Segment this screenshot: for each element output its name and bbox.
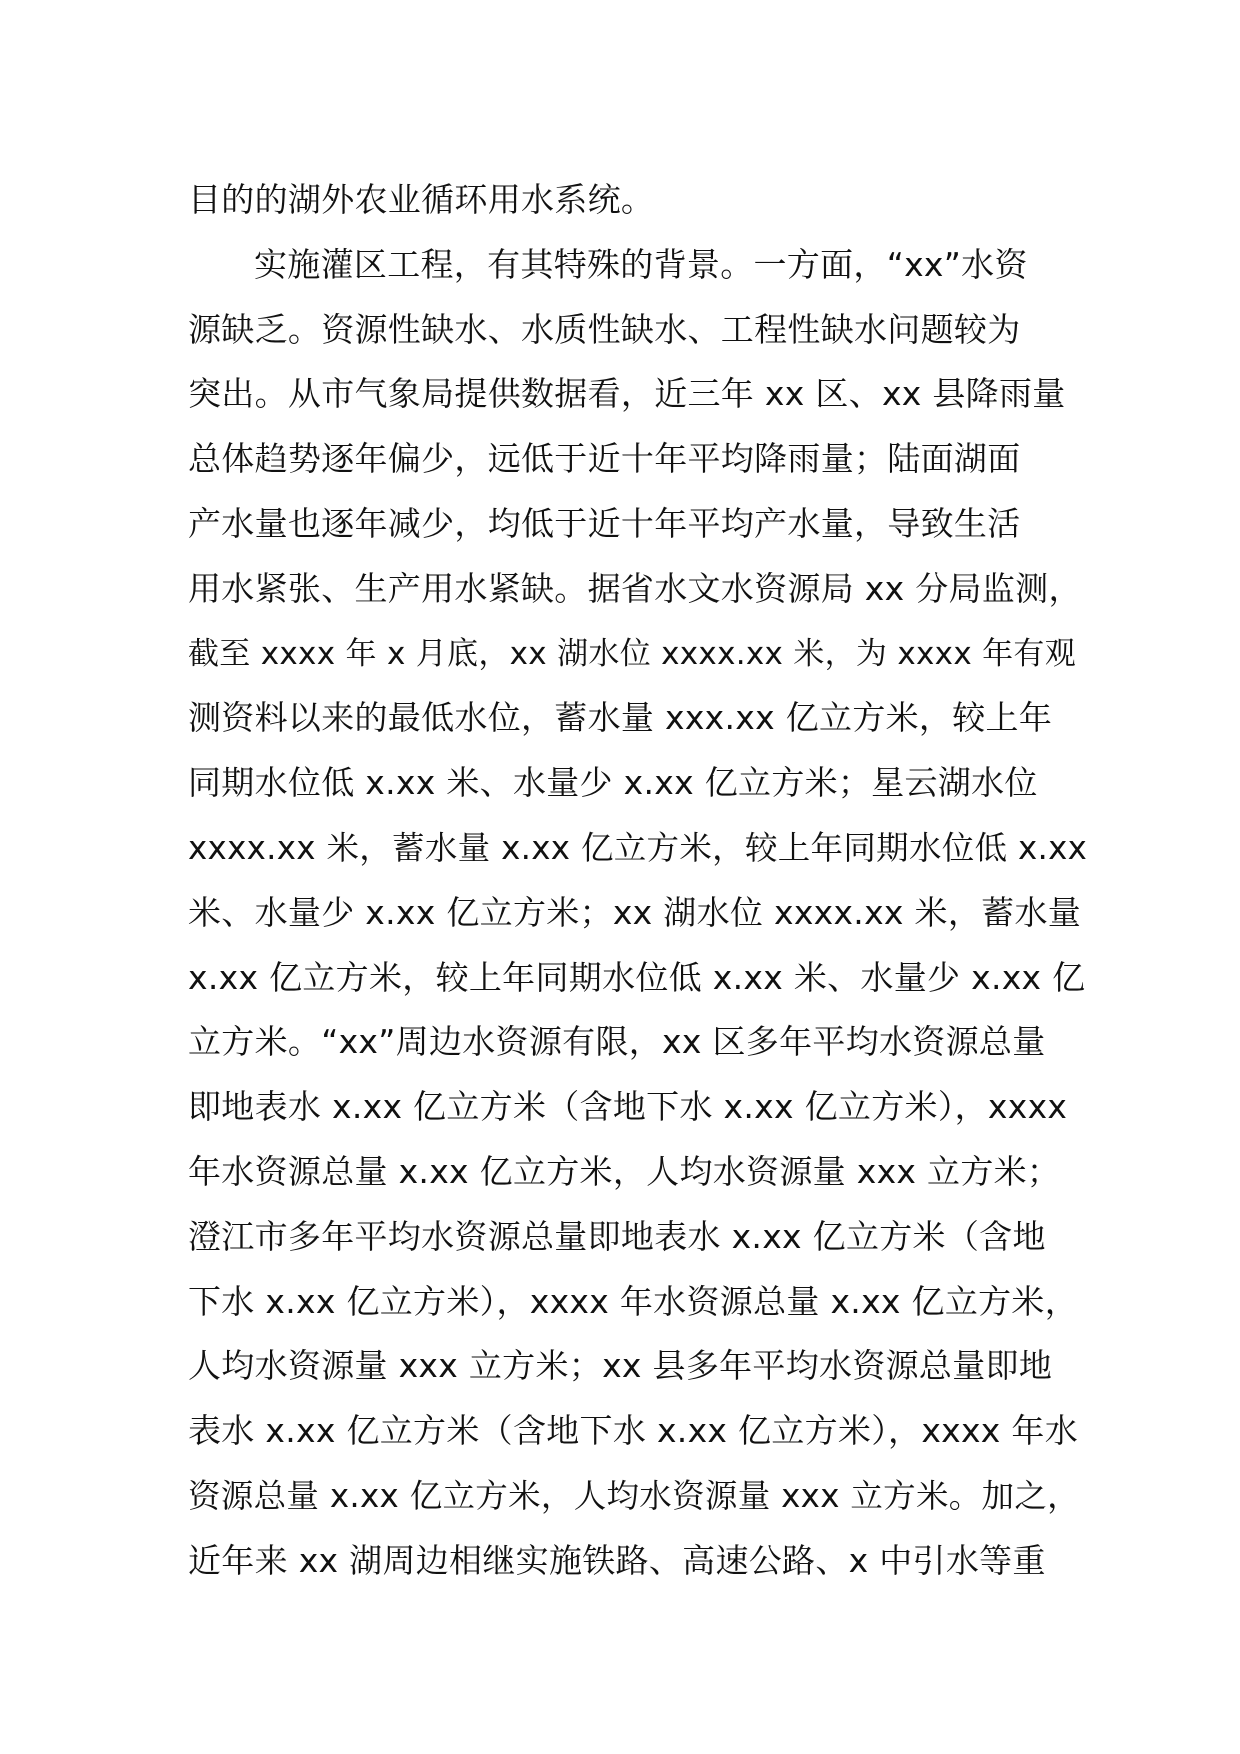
text-line: 总体趋势逐年偏少，远低于近十年平均降雨量；陆面湖面: [188, 439, 1021, 479]
paragraph-first-line: 实施灌区工程，有其特殊的背景。一方面，“xx”水资: [254, 244, 1028, 284]
text-line: xxxx.xx 米，蓄水量 x.xx 亿立方米，较上年同期水位低 x.xx: [188, 828, 1088, 867]
text-line: x.xx 亿立方米，较上年同期水位低 x.xx 米、水量少 x.xx 亿: [188, 957, 1086, 997]
text-line: 截至 xxxx 年 x 月底，xx 湖水位 xxxx.xx 米，为 xxxx 年有观: [188, 635, 1077, 672]
text-line: 同期水位低 x.xx 米、水量少 x.xx 亿立方米；星云湖水位: [188, 763, 1038, 803]
text-line: 澄江市多年平均水资源总量即地表水 x.xx 亿立方米（含地: [188, 1216, 1046, 1256]
text-line: 人均水资源量 xxx 立方米；xx 县多年平均水资源总量即地: [188, 1346, 1053, 1386]
text-line: 年水资源总量 x.xx 亿立方米，人均水资源量 xxx 立方米；: [188, 1151, 1061, 1191]
text-line: 源缺乏。资源性缺水、水质性缺水、工程性缺水问题较为: [188, 309, 1021, 349]
text-line: 测资料以来的最低水位，蓄水量 xxx.xx 亿立方米，较上年: [188, 698, 1053, 738]
text-line: 表水 x.xx 亿立方米（含地下水 x.xx 亿立方米），xxxx 年水: [188, 1411, 1079, 1451]
text-line: 产水量也逐年减少，均低于近十年平均产水量，导致生活: [188, 503, 1021, 543]
text-line: 下水 x.xx 亿立方米），xxxx 年水资源总量 x.xx 亿立方米，: [188, 1281, 1079, 1321]
text-line: 即地表水 x.xx 亿立方米（含地下水 x.xx 亿立方米），xxxx: [188, 1087, 1068, 1127]
text-line: 近年来 xx 湖周边相继实施铁路、高速公路、x 中引水等重: [188, 1540, 1046, 1580]
text-line: 目的的湖外农业循环用水系统。: [188, 180, 655, 219]
text-line: 突出。从市气象局提供数据看，近三年 xx 区、xx 县降雨量: [188, 374, 1066, 414]
body-text: [188, 168, 1088, 1594]
text-line: 资源总量 x.xx 亿立方米，人均水资源量 xxx 立方米。加之，: [188, 1476, 1080, 1515]
text-line: 立方米。“xx”周边水资源有限，xx 区多年平均水资源总量: [188, 1022, 1046, 1062]
text-line: 米、水量少 x.xx 亿立方米；xx 湖水位 xxxx.xx 米，蓄水量: [188, 892, 1082, 932]
text-line: 用水紧张、生产用水紧缺。据省水文水资源局 xx 分局监测，: [188, 568, 1082, 608]
